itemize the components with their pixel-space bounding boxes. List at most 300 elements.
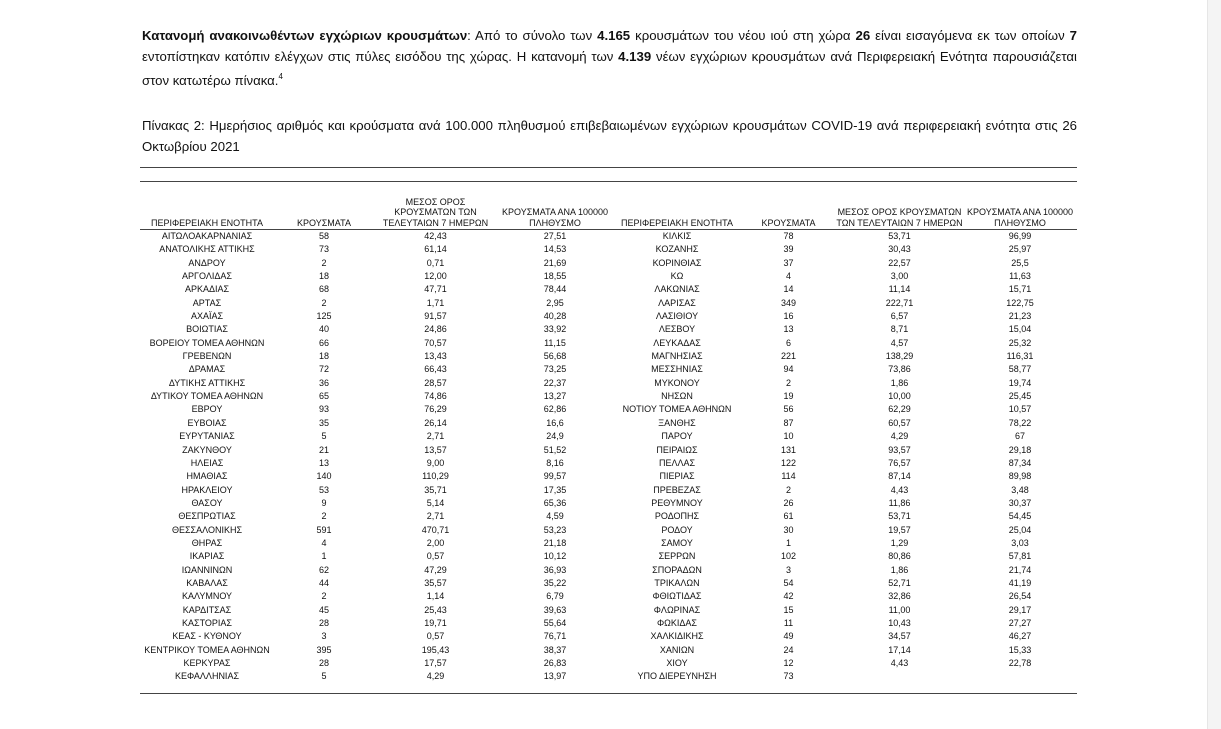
header-region: ΠΕΡΙΦΕΡΕΙΑΚΗ ΕΝΟΤΗΤΑ (140, 191, 274, 230)
cases-cell: 37 (783, 257, 794, 268)
avg-7-days-cell: 4,29 (890, 431, 909, 442)
per-100k-cell: 36,93 (543, 564, 567, 575)
per-100k-cell: 6,79 (546, 591, 564, 602)
avg-7-days-cell: 32,86 (888, 591, 911, 602)
table-row (140, 630, 1077, 643)
avg-7-days-cell: 73,86 (888, 364, 911, 375)
region-cell: ΤΡΙΚΑΛΩΝ (654, 577, 700, 588)
cases-table (140, 191, 1077, 684)
cases-cell: 5 (321, 431, 327, 442)
avg-7-days-cell: 0,57 (426, 631, 445, 642)
per-100k-cell: 78,22 (1008, 417, 1032, 428)
per-100k-cell: 17,35 (543, 484, 567, 495)
cases-cell: 3 (785, 564, 791, 575)
region-cell: ΑΧΑΪΑΣ (190, 311, 224, 322)
cases-cell: 30 (783, 524, 794, 535)
per-100k-cell: 40,28 (543, 311, 567, 322)
per-100k-cell: 21,74 (1008, 564, 1032, 575)
header-avg-7-days: ΜΕΣΟΣ ΟΡΟΣ ΚΡΟΥΣΜΑΤΩΝ ΤΩΝ ΤΕΛΕΥΤΑΙΩΝ 7 ΗΜΕΡΩΝ (374, 191, 497, 230)
per-100k-cell: 25,04 (1008, 524, 1032, 535)
avg-7-days-cell: 6,57 (890, 311, 909, 322)
cases-cell: 62 (318, 564, 329, 575)
table-row (140, 377, 1077, 390)
cases-cell: 591 (316, 524, 332, 535)
table-row (140, 417, 1077, 430)
cases-cell: 5 (321, 671, 327, 682)
per-100k-cell: 16,6 (546, 417, 564, 428)
avg-7-days-cell: 0,57 (426, 551, 445, 562)
avg-7-days-cell: 4,43 (890, 484, 909, 495)
table-row (140, 337, 1077, 350)
cases-cell: 221 (780, 351, 797, 362)
avg-7-days-cell: 10,43 (888, 617, 911, 628)
cases-cell: 56 (783, 404, 794, 415)
region-cell: ΔΡΑΜΑΣ (188, 364, 226, 375)
cases-cell: 349 (780, 297, 797, 308)
per-100k-cell: 30,37 (1008, 497, 1032, 508)
table-row (140, 604, 1077, 617)
table-row (140, 590, 1077, 603)
avg-7-days-cell: 4,29 (426, 671, 445, 682)
per-100k-cell: 10,57 (1008, 404, 1032, 415)
cases-cell: 2 (321, 297, 327, 308)
per-100k-cell: 27,51 (543, 231, 567, 241)
avg-7-days-cell: 222,71 (885, 297, 914, 308)
per-100k-cell: 24,9 (546, 431, 564, 442)
per-100k-cell: 55,64 (543, 617, 567, 628)
cases-cell: 140 (316, 471, 332, 482)
avg-7-days-cell: 93,57 (888, 444, 911, 455)
avg-7-days-cell: 195,43 (421, 644, 450, 655)
avg-7-days-cell: 47,71 (424, 284, 447, 295)
cases-cell: 102 (780, 551, 797, 562)
per-100k-cell: 3,48 (1011, 484, 1029, 495)
region-cell: ΛΑΚΩΝΙΑΣ (654, 284, 700, 295)
per-100k-cell: 58,77 (1008, 364, 1032, 375)
region-cell: ΑΝΔΡΟΥ (188, 257, 226, 268)
table-row (140, 350, 1077, 363)
per-100k-cell: 78,44 (543, 284, 567, 295)
per-100k-cell: 67 (1014, 431, 1025, 442)
avg-7-days-cell: 1,29 (890, 537, 909, 548)
cases-cell: 78 (783, 231, 794, 241)
intro-title: Κατανομή ανακοινωθέντων εγχώριων κρουσμάτων (142, 28, 468, 43)
cases-cell: 93 (318, 404, 329, 415)
avg-7-days-cell: 87,14 (888, 471, 911, 482)
per-100k-cell: 29,18 (1008, 444, 1032, 455)
avg-7-days-cell: 30,43 (888, 244, 911, 255)
table-header-row (140, 191, 1077, 230)
table-row (140, 537, 1077, 550)
region-cell: ΑΡΤΑΣ (192, 297, 222, 308)
table-row (140, 670, 1077, 683)
region-cell: ΠΑΡΟΥ (661, 431, 693, 442)
avg-7-days-cell: 24,86 (424, 324, 447, 335)
region-cell: ΘΕΣΠΡΩΤΙΑΣ (178, 511, 236, 522)
per-100k-cell: 57,81 (1008, 551, 1032, 562)
avg-7-days-cell: 80,86 (888, 551, 911, 562)
header-cases: ΚΡΟΥΣΜΑΤΑ (274, 191, 374, 230)
region-cell: ΚΕΝΤΡΙΚΟΥ ΤΟΜΕΑ ΑΘΗΝΩΝ (144, 644, 270, 655)
region-cell: ΚΑΛΥΜΝΟΥ (181, 591, 233, 602)
per-100k-cell: 25,5 (1011, 257, 1029, 268)
per-100k-cell: 73,25 (543, 364, 567, 375)
cases-cell: 10 (783, 431, 794, 442)
avg-7-days-cell: 74,86 (424, 391, 447, 402)
header-cases: ΚΡΟΥΣΜΑΤΑ (741, 191, 836, 230)
cases-cell: 6 (785, 337, 791, 348)
cases-cell: 9 (321, 497, 327, 508)
cases-cell: 14 (783, 284, 794, 295)
region-cell: ΚΕΑΣ - ΚΥΘΝΟΥ (172, 631, 242, 642)
per-100k-cell: 38,37 (543, 644, 567, 655)
cases-cell: 73 (318, 244, 329, 255)
avg-7-days-cell: 8,71 (890, 324, 909, 335)
region-cell: ΠΡΕΒΕΖΑΣ (653, 484, 701, 495)
table-top-rule-2 (140, 181, 1077, 182)
region-cell: ΛΑΡΙΣΑΣ (658, 297, 696, 308)
region-cell: ΓΡΕΒΕΝΩΝ (182, 351, 232, 362)
region-cell: ΧΑΛΚΙΔΙΚΗΣ (650, 631, 704, 642)
region-cell: ΑΙΤΩΛΟΑΚΑΡΝΑΝΙΑΣ (161, 231, 253, 241)
region-cell: ΚΙΛΚΙΣ (662, 231, 692, 241)
table-row (140, 230, 1077, 244)
region-cell: ΡΟΔΟΥ (661, 524, 693, 535)
cases-cell: 73 (783, 671, 794, 682)
avg-7-days-cell: 13,43 (424, 351, 447, 362)
cases-cell: 114 (781, 471, 796, 482)
region-cell: ΕΒΡΟΥ (191, 404, 223, 415)
cases-cell: 53 (318, 484, 329, 495)
table-row (140, 403, 1077, 416)
avg-7-days-cell (836, 670, 963, 683)
cases-cell: 61 (783, 511, 794, 522)
avg-7-days-cell: 91,57 (424, 311, 447, 322)
intro-text: είναι εισαγόμενα εκ των οποίων (870, 28, 1070, 43)
region-cell: ΑΝΑΤΟΛΙΚΗΣ ΑΤΤΙΚΗΣ (159, 244, 255, 255)
cases-cell: 1 (321, 551, 327, 562)
region-cell: ΚΑΒΑΛΑΣ (186, 577, 228, 588)
table-top-rule (140, 167, 1077, 168)
per-100k-cell (963, 670, 1077, 683)
avg-7-days-cell: 22,57 (888, 257, 911, 268)
per-100k-cell: 87,34 (1008, 457, 1032, 468)
per-100k-cell: 2,95 (546, 297, 564, 308)
cases-cell: 13 (318, 457, 329, 468)
cases-cell: 28 (318, 658, 329, 668)
region-cell: ΛΕΣΒΟΥ (658, 324, 696, 335)
region-cell: ΦΘΙΩΤΙΔΑΣ (652, 591, 702, 602)
region-cell: ΙΩΑΝΝΙΝΩΝ (181, 564, 233, 575)
cases-cell: 45 (318, 604, 329, 615)
avg-7-days-cell: 76,29 (424, 404, 447, 415)
cases-cell: 19 (783, 391, 794, 402)
region-cell: ΘΗΡΑΣ (191, 537, 223, 548)
avg-7-days-cell: 60,57 (888, 417, 911, 428)
footnote-ref[interactable]: 4 (278, 72, 283, 81)
per-100k-cell: 99,57 (543, 471, 567, 482)
region-cell: ΖΑΚΥΝΘΟΥ (182, 444, 232, 455)
per-100k-cell: 21,18 (543, 537, 567, 548)
cases-cell: 66 (318, 337, 329, 348)
cases-cell: 16 (783, 311, 794, 322)
region-cell: ΚΟΖΑΝΗΣ (655, 244, 699, 255)
per-100k-cell: 22,78 (1008, 658, 1032, 668)
region-cell: ΒΟΙΩΤΙΑΣ (186, 324, 228, 335)
region-cell: ΠΕΛΛΑΣ (658, 457, 696, 468)
per-100k-cell: 29,17 (1008, 604, 1032, 615)
avg-7-days-cell: 11,86 (888, 497, 911, 508)
region-cell: ΑΡΓΟΛΙΔΑΣ (182, 271, 232, 282)
per-100k-cell: 11,15 (544, 337, 566, 348)
table-row (140, 363, 1077, 376)
avg-7-days-cell: 1,86 (890, 377, 909, 388)
avg-7-days-cell: 76,57 (888, 457, 911, 468)
cases-cell: 44 (318, 577, 329, 588)
region-cell: ΧΙΟΥ (666, 658, 688, 668)
table-row (140, 444, 1077, 457)
per-100k-cell: 3,03 (1011, 537, 1029, 548)
region-cell: ΜΕΣΣΗΝΙΑΣ (651, 364, 703, 375)
cases-cell: 125 (316, 311, 332, 322)
cases-cell: 2 (321, 511, 327, 522)
domestic-cases: 4.139 (618, 48, 652, 64)
region-cell: ΛΕΥΚΑΔΑΣ (653, 337, 701, 348)
per-100k-cell: 33,92 (543, 324, 567, 335)
avg-7-days-cell: 5,14 (426, 497, 445, 508)
per-100k-cell: 89,98 (1008, 471, 1032, 482)
region-cell: ΔΥΤΙΚΟΥ ΤΟΜΕΑ ΑΘΗΝΩΝ (150, 391, 264, 402)
region-cell: ΗΛΕΙΑΣ (190, 457, 224, 468)
table-row (140, 524, 1077, 537)
per-100k-cell: 96,99 (1008, 231, 1032, 241)
table-row (140, 283, 1077, 296)
region-cell: ΣΠΟΡΑΔΩΝ (652, 564, 702, 575)
region-cell: ΝΗΣΩΝ (661, 391, 693, 402)
table-row (140, 323, 1077, 336)
avg-7-days-cell: 2,71 (426, 511, 445, 522)
region-cell: ΦΛΩΡΙΝΑΣ (653, 604, 701, 615)
per-100k-cell: 76,71 (543, 631, 567, 642)
cases-cell: 21 (318, 444, 329, 455)
per-100k-cell: 8,16 (546, 457, 564, 468)
cases-cell: 131 (780, 444, 797, 455)
region-cell: ΗΡΑΚΛΕΙΟΥ (181, 484, 233, 495)
avg-7-days-cell: 3,00 (890, 271, 909, 282)
cases-cell: 28 (318, 617, 329, 628)
avg-7-days-cell: 66,43 (424, 364, 447, 375)
avg-7-days-cell: 62,29 (888, 404, 911, 415)
table-row (140, 484, 1077, 497)
entry-gate-cases: 7 (1069, 28, 1077, 43)
cases-cell: 87 (783, 417, 794, 428)
region-cell: ΚΑΡΔΙΤΣΑΣ (182, 604, 232, 615)
per-100k-cell: 15,04 (1008, 324, 1032, 335)
cases-cell: 18 (318, 351, 329, 362)
region-cell: ΗΜΑΘΙΑΣ (186, 471, 228, 482)
avg-7-days-cell: 26,14 (424, 417, 447, 428)
cases-cell: 11 (783, 617, 794, 628)
vertical-scrollbar[interactable] (1207, 0, 1221, 729)
avg-7-days-cell: 17,57 (424, 658, 447, 668)
table-row (140, 510, 1077, 523)
region-cell: ΞΑΝΘΗΣ (658, 417, 696, 428)
per-100k-cell: 21,23 (1008, 311, 1032, 322)
avg-7-days-cell: 28,57 (424, 377, 447, 388)
table-bottom-rule (140, 693, 1077, 694)
cases-cell: 26 (783, 497, 794, 508)
header-per-100k: ΚΡΟΥΣΜΑΤΑ ΑΝΑ 100000 ΠΛΗΘΥΣΜΟ (497, 191, 613, 230)
cases-cell: 49 (783, 631, 794, 642)
per-100k-cell: 122,75 (1006, 297, 1034, 308)
avg-7-days-cell: 61,14 (424, 244, 447, 255)
cases-cell: 2 (785, 484, 791, 495)
region-cell: ΘΕΣΣΑΛΟΝΙΚΗΣ (171, 524, 243, 535)
avg-7-days-cell: 13,57 (424, 444, 447, 455)
avg-7-days-cell: 110,29 (422, 471, 449, 482)
region-cell: ΣΕΡΡΩΝ (658, 551, 696, 562)
region-cell: ΡΟΔΟΠΗΣ (654, 511, 700, 522)
region-cell: ΠΙΕΡΙΑΣ (659, 471, 695, 482)
imported-cases: 26 (855, 28, 871, 43)
region-cell: ΝΟΤΙΟΥ ΤΟΜΕΑ ΑΘΗΝΩΝ (622, 404, 732, 415)
avg-7-days-cell: 35,71 (424, 484, 447, 495)
region-cell: ΣΑΜΟΥ (661, 537, 693, 548)
avg-7-days-cell: 11,00 (888, 604, 911, 615)
per-100k-cell: 25,97 (1008, 244, 1032, 255)
intro-text: νέων εγχώριων κρουσμάτων ανά Περιφερειακή Ενότητα παρουσιάζεται στον κατωτέρω πίνακα. (142, 48, 1077, 88)
avg-7-days-cell: 11,14 (888, 284, 911, 295)
avg-7-days-cell: 1,71 (426, 297, 445, 308)
cases-cell: 4 (321, 537, 327, 548)
cases-cell: 2 (321, 591, 327, 602)
avg-7-days-cell: 9,00 (426, 457, 445, 468)
region-cell: ΠΕΙΡΑΙΩΣ (656, 444, 698, 455)
avg-7-days-cell: 52,71 (888, 577, 911, 588)
cases-cell: 4 (785, 271, 791, 282)
avg-7-days-cell: 17,14 (888, 644, 911, 655)
avg-7-days-cell: 53,71 (888, 511, 911, 522)
region-cell: ΦΩΚΙΔΑΣ (657, 617, 697, 628)
region-cell: ΚΕΡΚΥΡΑΣ (183, 658, 231, 668)
table-row (140, 270, 1077, 283)
per-100k-cell: 19,74 (1008, 377, 1032, 388)
cases-cell: 40 (318, 324, 329, 335)
per-100k-cell: 11,63 (1009, 271, 1031, 282)
cases-cell: 42 (783, 591, 794, 602)
cases-cell: 2 (785, 377, 791, 388)
region-cell: ΥΠΟ ΔΙΕΡΕΥΝΗΣΗ (637, 671, 717, 682)
per-100k-cell: 56,68 (543, 351, 567, 362)
cases-cell: 36 (318, 377, 329, 388)
per-100k-cell: 41,19 (1008, 577, 1032, 588)
avg-7-days-cell: 35,57 (424, 577, 447, 588)
table-row (140, 243, 1077, 256)
cases-cell: 72 (318, 364, 329, 375)
cases-cell: 68 (318, 284, 329, 295)
table-row (140, 297, 1077, 310)
per-100k-cell: 25,32 (1008, 337, 1032, 348)
cases-cell: 13 (783, 324, 794, 335)
per-100k-cell: 53,23 (543, 524, 567, 535)
avg-7-days-cell: 19,57 (888, 524, 911, 535)
per-100k-cell: 18,55 (543, 271, 567, 282)
table-row (140, 564, 1077, 577)
per-100k-cell: 26,83 (543, 658, 567, 668)
per-100k-cell: 10,12 (543, 551, 567, 562)
header-per-100k: ΚΡΟΥΣΜΑΤΑ ΑΝΑ 100000 ΠΛΗΘΥΣΜΟ (963, 191, 1077, 230)
region-cell: ΘΑΣΟΥ (191, 497, 223, 508)
avg-7-days-cell: 0,71 (426, 257, 445, 268)
avg-7-days-cell: 53,71 (888, 231, 911, 241)
per-100k-cell: 13,27 (543, 391, 567, 402)
table-row (140, 310, 1077, 323)
per-100k-cell: 46,27 (1008, 631, 1032, 642)
avg-7-days-cell: 470,71 (421, 524, 450, 535)
region-cell: ΚΩ (670, 271, 684, 282)
region-cell: ΡΕΘΥΜΝΟΥ (651, 497, 703, 508)
cases-cell: 54 (783, 577, 794, 588)
table-row (140, 470, 1077, 483)
cases-cell: 39 (783, 244, 794, 255)
header-region: ΠΕΡΙΦΕΡΕΙΑΚΗ ΕΝΟΤΗΤΑ (613, 191, 741, 230)
per-100k-cell: 116,31 (1006, 351, 1034, 362)
per-100k-cell: 26,54 (1008, 591, 1032, 602)
region-cell: ΜΑΓΝΗΣΙΑΣ (651, 351, 703, 362)
table-row (140, 657, 1077, 670)
cases-cell: 18 (318, 271, 329, 282)
avg-7-days-cell: 4,57 (890, 337, 909, 348)
header-avg-7-days: ΜΕΣΟΣ ΟΡΟΣ ΚΡΟΥΣΜΑΤΩΝ ΤΩΝ ΤΕΛΕΥΤΑΙΩΝ 7 ΗΜΕΡΩΝ (836, 191, 963, 230)
table-row (140, 617, 1077, 630)
avg-7-days-cell: 2,00 (426, 537, 445, 548)
per-100k-cell: 65,36 (543, 497, 567, 508)
per-100k-cell: 14,53 (543, 244, 567, 255)
table-row (140, 257, 1077, 270)
region-cell: ΛΑΣΙΘΙΟΥ (655, 311, 699, 322)
per-100k-cell: 54,45 (1008, 511, 1032, 522)
table-row (140, 644, 1077, 657)
region-cell: ΙΚΑΡΙΑΣ (189, 551, 225, 562)
avg-7-days-cell: 1,14 (426, 591, 445, 602)
cases-cell: 94 (783, 364, 794, 375)
avg-7-days-cell: 47,29 (424, 564, 447, 575)
table-row (140, 430, 1077, 443)
region-cell: ΔΥΤΙΚΗΣ ΑΤΤΙΚΗΣ (168, 377, 246, 388)
region-cell: ΕΥΒΟΙΑΣ (187, 417, 227, 428)
table-row (140, 457, 1077, 470)
cases-cell: 2 (321, 257, 327, 268)
intro-text: : Από το σύνολο των (467, 28, 598, 43)
table-row (140, 577, 1077, 590)
table-row (140, 550, 1077, 563)
avg-7-days-cell: 19,71 (424, 617, 447, 628)
avg-7-days-cell: 12,00 (424, 271, 447, 282)
per-100k-cell: 21,69 (543, 257, 567, 268)
cases-cell: 24 (783, 644, 794, 655)
per-100k-cell: 22,37 (543, 377, 567, 388)
region-cell: ΧΑΝΙΩΝ (659, 644, 695, 655)
region-cell: ΕΥΡΥΤΑΝΙΑΣ (179, 431, 235, 442)
avg-7-days-cell: 4,43 (890, 658, 909, 668)
region-cell: ΑΡΚΑΔΙΑΣ (184, 284, 230, 295)
per-100k-cell: 15,71 (1008, 284, 1032, 295)
region-cell: ΚΟΡΙΝΘΙΑΣ (652, 257, 702, 268)
avg-7-days-cell: 25,43 (424, 604, 447, 615)
avg-7-days-cell: 10,00 (888, 391, 911, 402)
avg-7-days-cell: 70,57 (424, 337, 447, 348)
cases-cell: 3 (321, 631, 327, 642)
